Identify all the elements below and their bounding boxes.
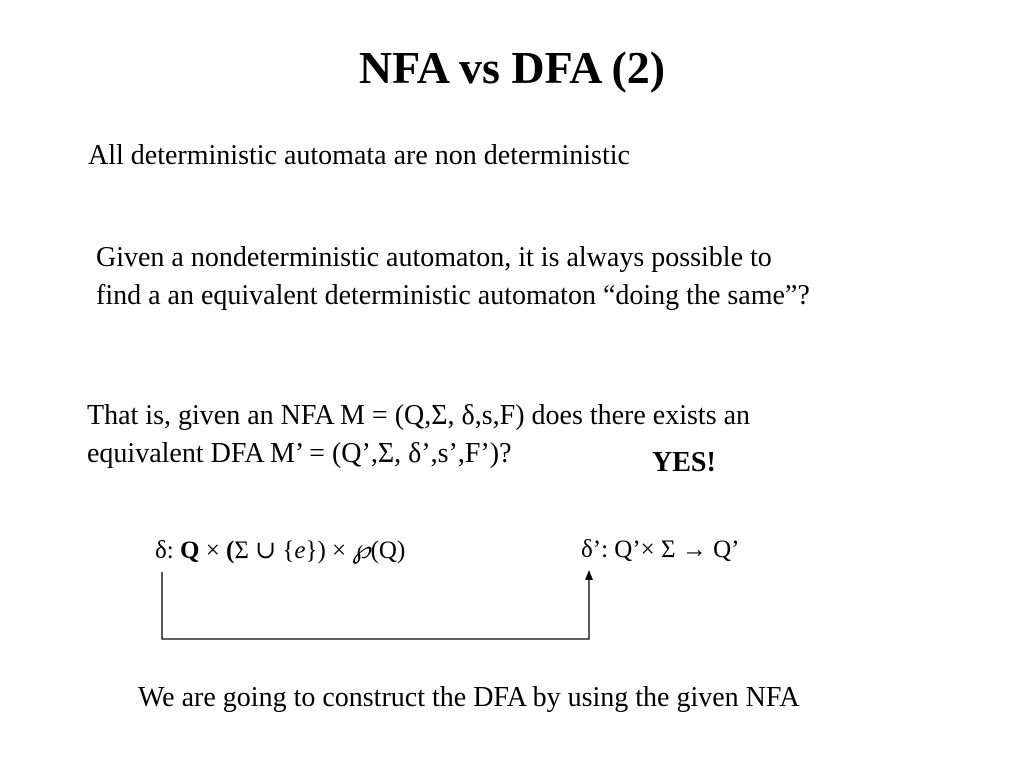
state-set-q: Q (179, 537, 200, 564)
sigma-union: Σ ∪ { (234, 537, 295, 564)
powerset-argument: (Q) (370, 537, 406, 564)
arrowhead-icon (585, 570, 593, 580)
formal-question-line-1: That is, given an NFA M = (Q,Σ, δ,s,F) does there exists an (87, 400, 751, 431)
powerset-symbol: ℘ (352, 535, 371, 564)
times-symbol: × (199, 537, 227, 564)
question-line-2: find a an equivalent deterministic automaton “doing the same”? (96, 280, 810, 311)
answer-yes: YES! (652, 447, 716, 478)
epsilon-symbol: e (294, 537, 306, 564)
statement-deterministic-is-nondeterministic: All deterministic automata are non deterministic (88, 140, 630, 171)
connector-line (162, 572, 589, 639)
question-line-1: Given a nondeterministic automaton, it is always possible to (96, 242, 772, 273)
open-paren: ( (226, 537, 235, 564)
formal-question-line-2: equivalent DFA M’ = (Q’,Σ, δ’,s’,F’)? (87, 438, 512, 469)
close-braces: }) × (305, 537, 353, 564)
delta-label: δ: (155, 537, 180, 564)
dfa-transition-function: δ’: Q’× Σ → Q’ (581, 536, 740, 563)
slide-title: NFA vs DFA (2) (358, 42, 666, 93)
conclusion-text: We are going to construct the DFA by using the given NFA (138, 682, 800, 713)
